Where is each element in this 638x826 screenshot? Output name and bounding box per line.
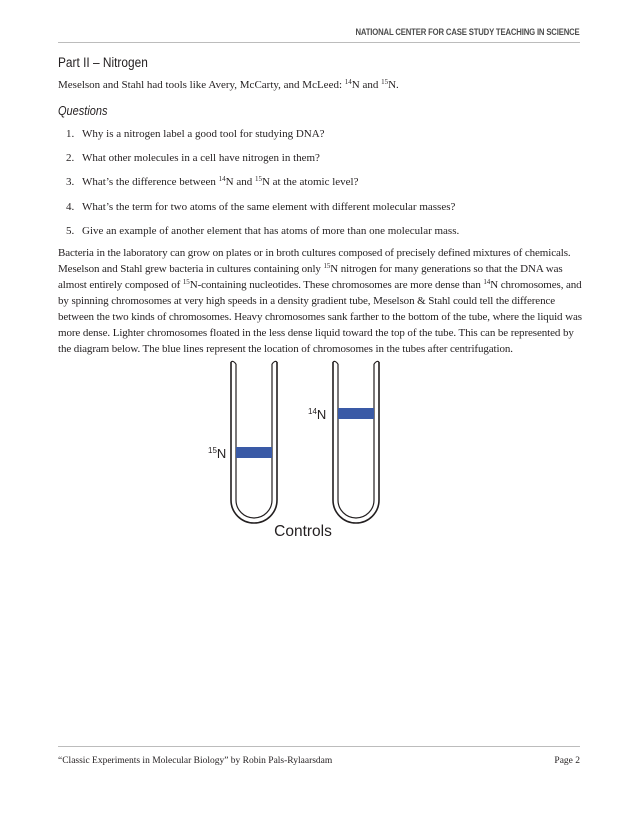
footer-divider bbox=[58, 746, 580, 747]
tube-15n bbox=[231, 361, 277, 523]
question-text: Why is a nitrogen label a good tool for studying DNA? bbox=[82, 128, 325, 140]
chromosome-band-14n bbox=[338, 408, 374, 419]
section-intro bbox=[58, 79, 399, 91]
footer-citation: “Classic Experiments in Molecular Biology” by Robin Pals-Rylaarsdam bbox=[58, 756, 333, 766]
tube-14n-outer bbox=[333, 362, 379, 523]
question-item bbox=[66, 151, 459, 175]
question-text: What’s the term for two atoms of the same element with different molecular masses? bbox=[82, 200, 456, 213]
isotope-mass-14: 14 bbox=[218, 175, 226, 184]
question-number: 1. bbox=[66, 128, 75, 140]
isotope-mass-14: 14 bbox=[344, 78, 352, 86]
questions-list bbox=[66, 127, 459, 248]
question-number: 3. bbox=[66, 176, 75, 189]
isotope-mass-15: 15 bbox=[323, 262, 331, 270]
question-item bbox=[66, 175, 459, 199]
isotope-mass-15: 15 bbox=[182, 278, 190, 286]
tube-14n bbox=[333, 361, 379, 523]
intro-text: Meselson and Stahl had tools like Avery, McCarty, and McLeed: bbox=[58, 79, 345, 91]
label-15n bbox=[208, 446, 226, 461]
tube-14n-inner bbox=[338, 364, 374, 518]
question-text: Give an example of another element that has atoms of more than one molecular mass. bbox=[82, 224, 460, 237]
centrifuge-tubes-diagram bbox=[200, 358, 400, 548]
label-15n-mass: 15 bbox=[208, 446, 217, 455]
question-text-post: N at the atomic level? bbox=[261, 176, 359, 189]
question-number: 4. bbox=[66, 200, 75, 213]
body-text-4: N chromosomes, and by spinning chromosomes at very high speeds in a density gradient tube, Meselson & Stahl could tell the difference between the two kinds of chromosomes. Heavy chromosomes sank farther to the bottom of the tube, where the liquid was more dense. Lighter chromosomes floated in the less dense liquid toward the top of the tube. This can be represented by the diagram below. The blue lines represent the location of chromosomes in the tubes after centrifugation. bbox=[58, 279, 582, 355]
body-paragraph bbox=[58, 245, 588, 357]
organization-header: NATIONAL CENTER FOR CASE STUDY TEACHING IN SCIENCE bbox=[355, 27, 580, 37]
isotope-mass-15: 15 bbox=[254, 175, 262, 184]
isotope-mass-15: 15 bbox=[381, 78, 389, 86]
tubes-svg bbox=[200, 358, 400, 548]
question-item bbox=[66, 200, 459, 224]
tube-15n-inner bbox=[236, 364, 272, 518]
header-divider bbox=[58, 42, 580, 43]
body-text-3: N-containing nucleotides. These chromosomes are more dense than bbox=[189, 279, 484, 291]
section-title: Part II – Nitrogen bbox=[58, 55, 148, 70]
label-14n bbox=[308, 407, 326, 422]
isotope-mass-14: 14 bbox=[483, 278, 491, 286]
question-number: 5. bbox=[66, 224, 75, 237]
questions-heading: Questions bbox=[58, 104, 108, 118]
figure-caption: Controls bbox=[274, 523, 332, 540]
body-text-1: Bacteria in the laboratory can grow on plates or in broth cultures composed of precisely defined mixtures of chemicals. Meselson and Stahl grew bacteria in cultures containing only bbox=[58, 247, 571, 275]
label-14n-element: N bbox=[316, 407, 327, 422]
question-text: What other molecules in a cell have nitrogen in them? bbox=[82, 152, 320, 165]
question-text-pre: What’s the difference between bbox=[82, 176, 219, 189]
question-text-mid: N and bbox=[225, 176, 255, 189]
intro-element-2: N. bbox=[388, 79, 399, 91]
question-item bbox=[66, 127, 459, 151]
label-14n-mass: 14 bbox=[308, 407, 317, 416]
label-15n-element: N bbox=[216, 446, 227, 461]
intro-element-1: N and bbox=[351, 79, 382, 91]
tube-15n-outer bbox=[231, 362, 277, 523]
chromosome-band-15n bbox=[236, 447, 272, 458]
question-number: 2. bbox=[66, 152, 75, 165]
page-number: Page 2 bbox=[554, 756, 580, 766]
body-text-2: N nitrogen for many generations so that the DNA was almost entirely composed of bbox=[58, 263, 563, 291]
